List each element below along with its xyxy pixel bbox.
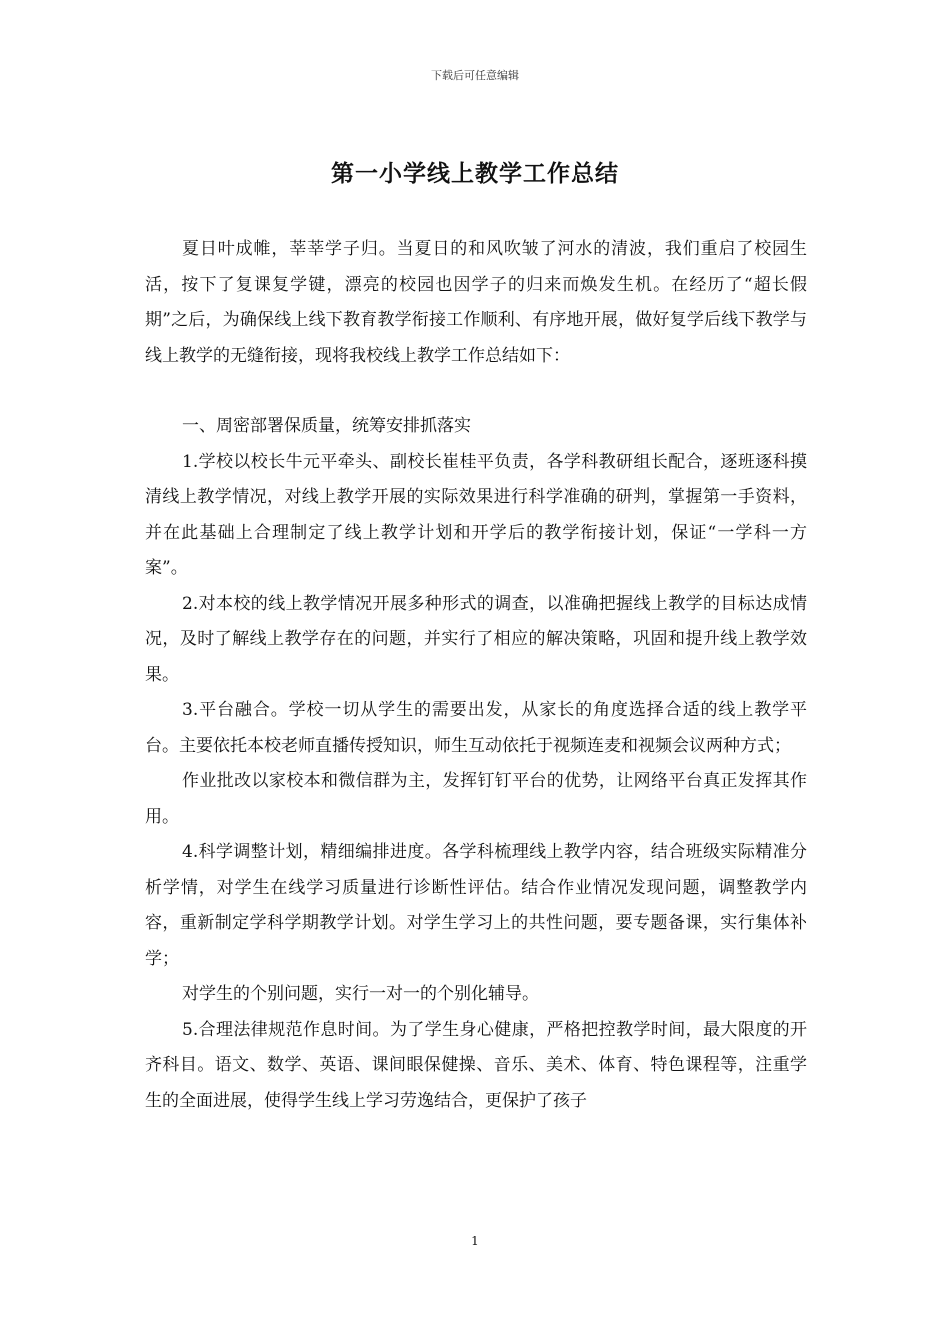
section-heading: 一、周密部署保质量，统筹安排抓落实 — [182, 416, 471, 436]
document-body — [145, 232, 807, 1119]
body-paragraph: 4.科学调整计划，精细编排进度。各学科梳理线上教学内容，结合班级实际精准分析学情，对学生在线学习质量进行诊断性评估。结合作业情况发现问题，调整教学内容，重新制定学科学期教学计划。对学生学习上的共性问题，要专题备课，实行集体补学； — [145, 842, 807, 969]
body-paragraph: 作业批改以家校本和微信群为主，发挥钉钉平台的优势，让网络平台真正发挥其作用。 — [145, 771, 807, 827]
body-paragraph: 2.对本校的线上教学情况开展多种形式的调查，以准确把握线上教学的目标达成情况，及时了解线上教学存在的问题，并实行了相应的解决策略，巩固和提升线上教学效果。 — [145, 593, 807, 685]
body-paragraph: 5.合理法律规范作息时间。为了学生身心健康，严格把控教学时间，最大限度的开齐科目。语文、数学、英语、课间眼保健操、音乐、美术、体育、特色课程等，注重学生的全面进展，使得学生线上学习劳逸结合，更保护了孩子 — [145, 1019, 807, 1111]
body-paragraph: 对学生的个别问题，实行一对一的个别化辅导。 — [182, 984, 539, 1004]
page-header-note: 下载后可任意编辑 — [431, 69, 519, 82]
document-title: 第一小学线上教学工作总结 — [331, 160, 619, 187]
body-paragraph: 3.平台融合。学校一切从学生的需要出发，从家长的角度选择合适的线上教学平台。主要依托本校老师直播传授知识，师生互动依托于视频连麦和视频会议两种方式； — [145, 700, 807, 756]
intro-paragraph: 夏日叶成帷，莘莘学子归。当夏日的和风吹皱了河水的清波，我们重启了校园生活，按下了复课复学键，漂亮的校园也因学子的归来而焕发生机。在经历了“超长假期”之后，为确保线上线下教育教学衔接工作顺利、有序地开展，做好复学后线下教学与线上教学的无缝衔接，现将我校线上教学工作总结如下： — [145, 239, 807, 366]
page-number: 1 — [471, 1234, 479, 1248]
body-paragraph: 1.学校以校长牛元平牵头、副校长崔桂平负责，各学科教研组长配合，逐班逐科摸清线上教学情况，对线上教学开展的实际效果进行科学准确的研判，掌握第一手资料，并在此基础上合理制定了线上教学计划和开学后的教学衔接计划，保证“一学科一方案”。 — [145, 451, 807, 578]
